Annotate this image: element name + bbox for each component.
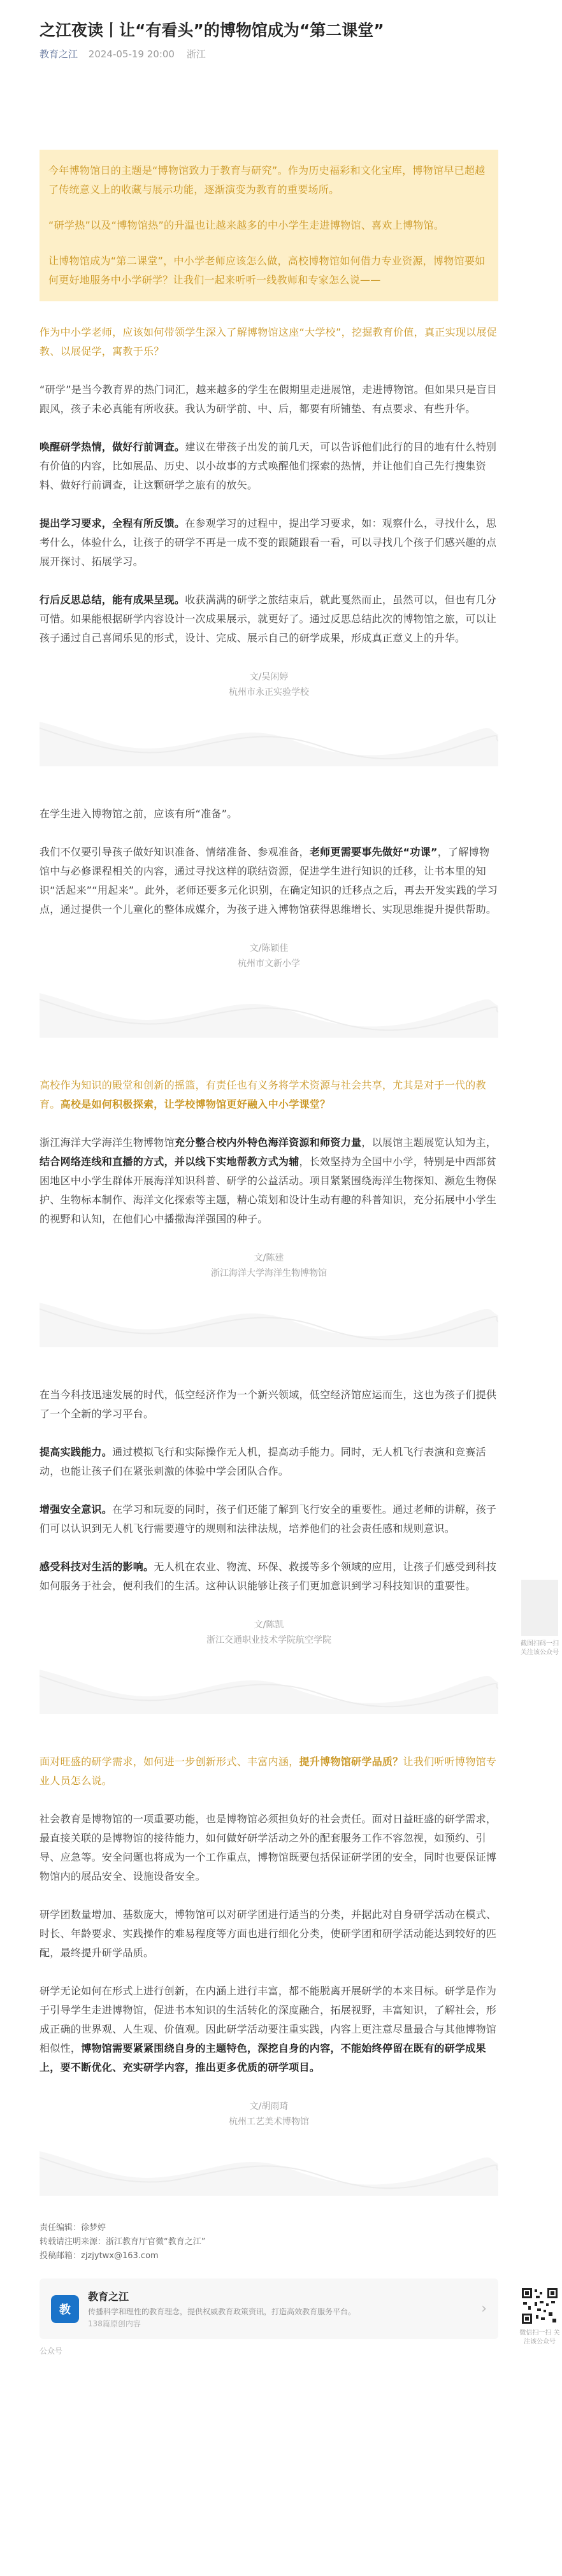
intro-paragraph: “研学热”以及“博物馆热”的升温也让越来越多的中小学生走进博物馆、喜欢上博物馆。: [48, 219, 445, 231]
qr-code-icon[interactable]: [521, 2287, 559, 2325]
author-caption: 文/陈凯 浙江交通职业技术学院航空学院: [206, 1620, 331, 1645]
source-link[interactable]: 教育之江: [40, 48, 78, 60]
author-caption: 文/胡雨琦 杭州工艺美术博物馆: [229, 2101, 309, 2127]
article-meta: [40, 47, 498, 61]
section-lead: 高校作为知识的殿堂和创新的摇篮，有责任也有义务将学术资源与社会共享，尤其是对于一代的教育。高校是如何积极探索，让学校博物馆更好融入中小学课堂？: [40, 1079, 486, 1110]
account-logo-icon: 教: [51, 2295, 79, 2323]
intro-highlight: [40, 150, 498, 301]
account-card[interactable]: [40, 2279, 498, 2339]
paragraph: 提高实践能力。通过模拟飞行和实际操作无人机，提高动手能力。同时，无人机飞行表演和竞赛活动，也能让孩子们在紧张刺激的体验中学会团队合作。: [40, 1446, 486, 1477]
paragraph: 感受科技对生活的影响。无人机在农业、物流、环保、救援等多个领域的应用，让孩子们感受到科技如何服务于社会，便利我们的生活。这种认识能够让孩子们更加意识到学习科技知识的重要性。: [40, 1561, 497, 1592]
author-caption: 文/陈建 浙江海洋大学海洋生物博物馆: [211, 1253, 327, 1278]
side-placeholder-image: [521, 1580, 558, 1636]
paragraph: 我们不仅要引导孩子做好知识准备、情绪准备、参观准备，老师更需要事先做好“功课”，了解博物馆中与必修课程相关的内容，通过寻找这样的联结资源，促进学生进行知识的迁移，让书本里的知识“活起来”“用起来”。此外，老师还要多元化识别，在确定知识的迁移点之后，再去开发实践的学习点，通过提供一个儿童化的整体成媒介，为孩子进入博物馆获得思维增长、实现思维提升提供帮助。: [40, 846, 498, 915]
editor-info: 责任编辑：徐梦婷 转载请注明来源：浙江教育厅官微“教育之江” 投稿邮箱：zjzjytwx@163.com: [40, 2223, 206, 2261]
paragraph: 唤醒研学热情，做好行前调查。建议在带孩子出发的前几天，可以告诉他们此行的目的地有什么特别有价值的内容，比如展品、历史、以小故事的方式唤醒他们探索的热情，并让他们自己先行搜集资料、做好行前调查，让这颗研学之旅有的放矢。: [40, 441, 497, 491]
account-label: 公众号: [40, 2347, 63, 2356]
paragraph: 行后反思总结，能有成果呈现。收获满满的研学之旅结束后，就此戛然而止，虽然可以，但也有几分可惜。如果能根据研学内容设计一次成果展示，就更好了。通过反思总结此次的博物馆之旅，可以让孩子通过自己喜闻乐见的形式，设计、完成、展示自己的研学成果，形成真正意义上的升华。: [40, 594, 497, 644]
article-title: 之江夜读丨让“有看头”的博物馆成为“第二课堂”: [40, 21, 384, 39]
wave-divider: [40, 709, 498, 766]
paragraph: 在当今科技迅速发展的时代，低空经济作为一个新兴领域，低空经济馆应运而生，这也为孩子们提供了一个全新的学习平台。: [40, 1389, 497, 1420]
wave-divider: [40, 1290, 498, 1347]
author-caption: 文/陈颖佳 杭州市文新小学: [238, 943, 300, 969]
section-lead: 作为中小学老师，应该如何带领学生深入了解博物馆这座“大学校”，挖掘教育价值，真正实现以展促教、以展促学，寓教于乐？: [40, 326, 498, 357]
side-top-label: 截图扫码一扫 关注该公众号: [521, 1640, 559, 1656]
account-name: 教育之江: [88, 2291, 129, 2303]
chevron-right-icon: ›: [481, 2301, 487, 2317]
paragraph: 在学生进入博物馆之前，应该有所“准备”。: [40, 808, 238, 820]
author-caption: 文/吴闲婷 杭州市永正实验学校: [229, 672, 309, 698]
paragraph: 提出学习要求，全程有所反馈。在参观学习的过程中，提出学习要求，如：观察什么，寻找什么，思考什么，体验什么，让孩子的研学不再是一成不变的跟随跟看一看，可以寻找几个孩子们感兴趣的点展开探讨、拓展学习。: [40, 517, 497, 568]
publish-location: 浙江: [186, 48, 206, 60]
side-panel-top: [519, 1580, 560, 1657]
account-count: 138篇原创内容: [88, 2319, 141, 2328]
paragraph: “研学”是当今教育界的热门词汇，越来越多的学生在假期里走进展馆，走进博物馆。但如果只是盲目跟风，孩子未必真能有所收获。我认为研学前、中、后，都要有所铺垫、有点要求、有些升华。: [40, 383, 498, 415]
paragraph: 浙江海洋大学海洋生物博物馆充分整合校内外特色海洋资源和师资力量，以展馆主题展览认知为主，结合网络连线和直播的方式，并以线下实地帮教方式为辅，长效坚持为全国中小学，特别是中西部贫困地区中小学生群体开展海洋知识科普、研学的公益活动。项目紧紧围绕海洋生物探知、濒危生物保护、生物标本制作、海洋文化探索等主题，精心策划和设计生动有趣的科普知识，充分拓展中小学生的视野和认知，在他们心中播撒海洋强国的种子。: [40, 1136, 497, 1225]
side-qr-panel: [519, 2287, 560, 2347]
article: [40, 0, 498, 2356]
publish-date: 2024-05-19 20:00: [88, 48, 175, 60]
paragraph: 研学团数量增加、基数庞大，博物馆可以对研学团进行适当的分类，并据此对自身研学活动在模式、时长、年龄要求、实践操作的难易程度等方面也进行细化分类，使研学团和研学活动能达到较好的匹配，最终提升研学品质。: [40, 1908, 497, 1959]
intro-paragraph: 让博物馆成为“第二课堂”，中小学老师应该怎么做，高校博物馆如何借力专业资源，博物馆要如何更好地服务中小学研学？让我们一起来听听一线教师和专家怎么说——: [48, 255, 486, 286]
paragraph: 增强安全意识。在学习和玩耍的同时，孩子们还能了解到飞行安全的重要性。通过老师的讲解，孩子们可以认识到无人机飞行需要遵守的规则和法律法规，培养他们的社会责任感和规则意识。: [40, 1503, 497, 1535]
paragraph: 社会教育是博物馆的一项重要功能，也是博物馆必须担负好的社会责任。面对日益旺盛的研学需求，最直接关联的是博物馆的接待能力，如何做好研学活动之外的配套服务工作不容忽视，如预约、引导、应急等。安全问题也将成为一个工作重点，博物馆既要包括保证研学团的安全，同时也要保证博物馆内的展品安全、设施设备安全。: [40, 1813, 497, 1882]
wave-divider: [40, 2138, 498, 2196]
side-qr-label: 微信扫一扫 关注该公众号: [519, 2329, 560, 2345]
account-desc: 传播科学和理性的教育理念，提供权威教育政策资讯，打造高效教育服务平台。: [88, 2307, 356, 2316]
wave-divider: [40, 1657, 498, 1714]
section-lead: 面对旺盛的研学需求，如何进一步创新形式、丰富内涵，提升博物馆研学品质？让我们听听博物馆专业人员怎么说。: [40, 1756, 497, 1787]
wave-divider: [40, 980, 498, 1038]
intro-paragraph: 今年博物馆日的主题是“博物馆致力于教育与研究”。作为历史福彩和文化宝库，博物馆早已超越了传统意义上的收藏与展示功能，逐渐演变为教育的重要场所。: [48, 164, 486, 196]
paragraph: 研学无论如何在形式上进行创新，在内涵上进行丰富，都不能脱离开展研学的本来目标。研学是作为于引导学生走进博物馆，促进书本知识的生活转化的深度融合，拓展视野，丰富知识，了解社会，形成正确的世界观、人生观、价值观。因此研学活动要注重实践，内容上更注意尽量最合与其他博物馆相似性，博物馆需要紧紧围绕自身的主题特色，深挖自身的内容，不能始终停留在既有的研学成果上，要不断优化、充实研学内容，推出更多优质的研学项目。: [40, 1985, 497, 2073]
